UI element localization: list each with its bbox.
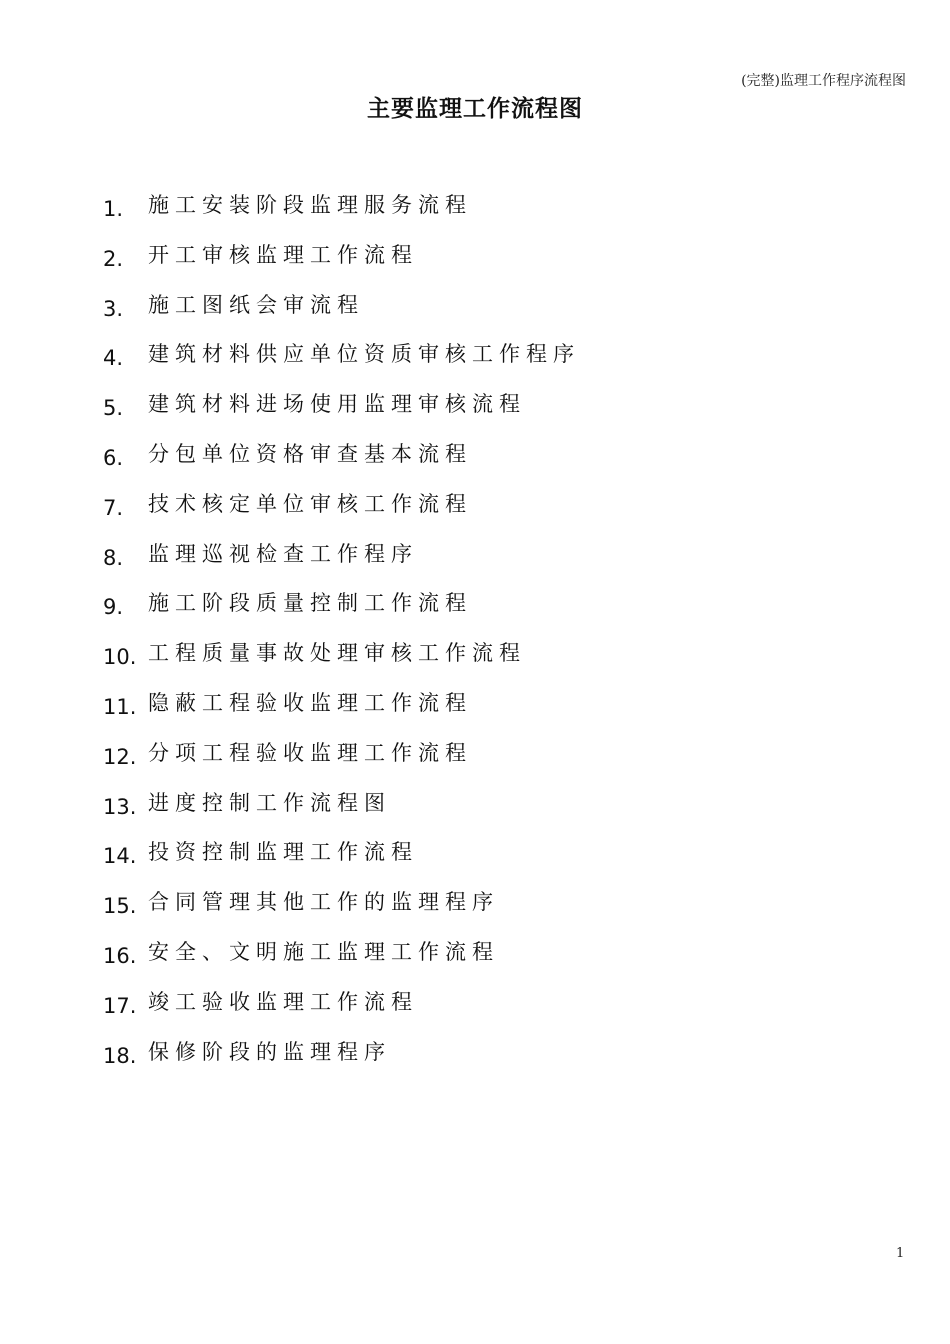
- item-label: 建筑材料进场使用监理审核流程: [148, 392, 526, 417]
- list-item: [103, 190, 580, 240]
- item-label: 竣工验收监理工作流程: [148, 989, 418, 1014]
- item-number: 17.: [103, 993, 137, 1018]
- item-label: 监理巡视检查工作程序: [148, 541, 418, 566]
- list-item: [103, 987, 580, 1037]
- list-item: [103, 339, 580, 389]
- item-number: 13.: [103, 794, 137, 819]
- item-number: 14.: [103, 844, 137, 869]
- list-item: [103, 788, 580, 838]
- page-number: 1: [896, 1246, 905, 1261]
- item-number: 11.: [103, 694, 137, 719]
- item-number: 9.: [103, 595, 124, 620]
- item-number: 7.: [103, 495, 124, 520]
- item-number: 16.: [103, 943, 137, 968]
- item-label: 合同管理其他工作的监理程序: [148, 890, 499, 915]
- item-number: 15.: [103, 894, 137, 919]
- list-item: [103, 240, 580, 290]
- list-item: [103, 588, 580, 638]
- item-number: 2.: [103, 246, 124, 271]
- list-item: [103, 389, 580, 439]
- item-number: 4.: [103, 346, 124, 371]
- item-label: 开工审核监理工作流程: [148, 242, 418, 267]
- list-item: [103, 937, 580, 987]
- list-item: [103, 837, 580, 887]
- list-item: [103, 738, 580, 788]
- item-number: 6.: [103, 445, 124, 470]
- list-item: [103, 439, 580, 489]
- item-number: 18.: [103, 1043, 137, 1068]
- item-label: 进度控制工作流程图: [148, 790, 391, 815]
- item-label: 隐蔽工程验收监理工作流程: [148, 690, 472, 715]
- item-label: 建筑材料供应单位资质审核工作程序: [148, 342, 580, 367]
- list-item: [103, 887, 580, 937]
- item-label: 保修阶段的监理程序: [148, 1039, 391, 1064]
- item-label: 安全、文明施工监理工作流程: [148, 939, 499, 964]
- item-number: 3.: [103, 296, 124, 321]
- list-item: [103, 688, 580, 738]
- item-label: 技术核定单位审核工作流程: [148, 491, 472, 516]
- running-header: (完整)监理工作程序流程图: [741, 73, 906, 89]
- item-label: 施工安装阶段监理服务流程: [148, 193, 472, 217]
- list-item: [103, 539, 580, 589]
- item-number: 5.: [103, 396, 124, 421]
- item-label: 分项工程验收监理工作流程: [148, 740, 472, 765]
- item-label: 施工图纸会审流程: [148, 292, 364, 317]
- list-item: [103, 1037, 580, 1087]
- item-label: 投资控制监理工作流程: [148, 840, 418, 865]
- procedure-list: [103, 190, 580, 1086]
- item-label: 工程质量事故处理审核工作流程: [148, 641, 526, 666]
- item-label: 施工阶段质量控制工作流程: [148, 591, 472, 616]
- item-number: 8.: [103, 545, 124, 570]
- item-number: 12.: [103, 744, 137, 769]
- list-item: [103, 638, 580, 688]
- item-number: 10.: [103, 645, 137, 670]
- item-label: 分包单位资格审查基本流程: [148, 441, 472, 466]
- page-title: 主要监理工作流程图: [367, 96, 583, 122]
- item-number: 1.: [103, 197, 124, 221]
- list-item: [103, 290, 580, 340]
- list-item: [103, 489, 580, 539]
